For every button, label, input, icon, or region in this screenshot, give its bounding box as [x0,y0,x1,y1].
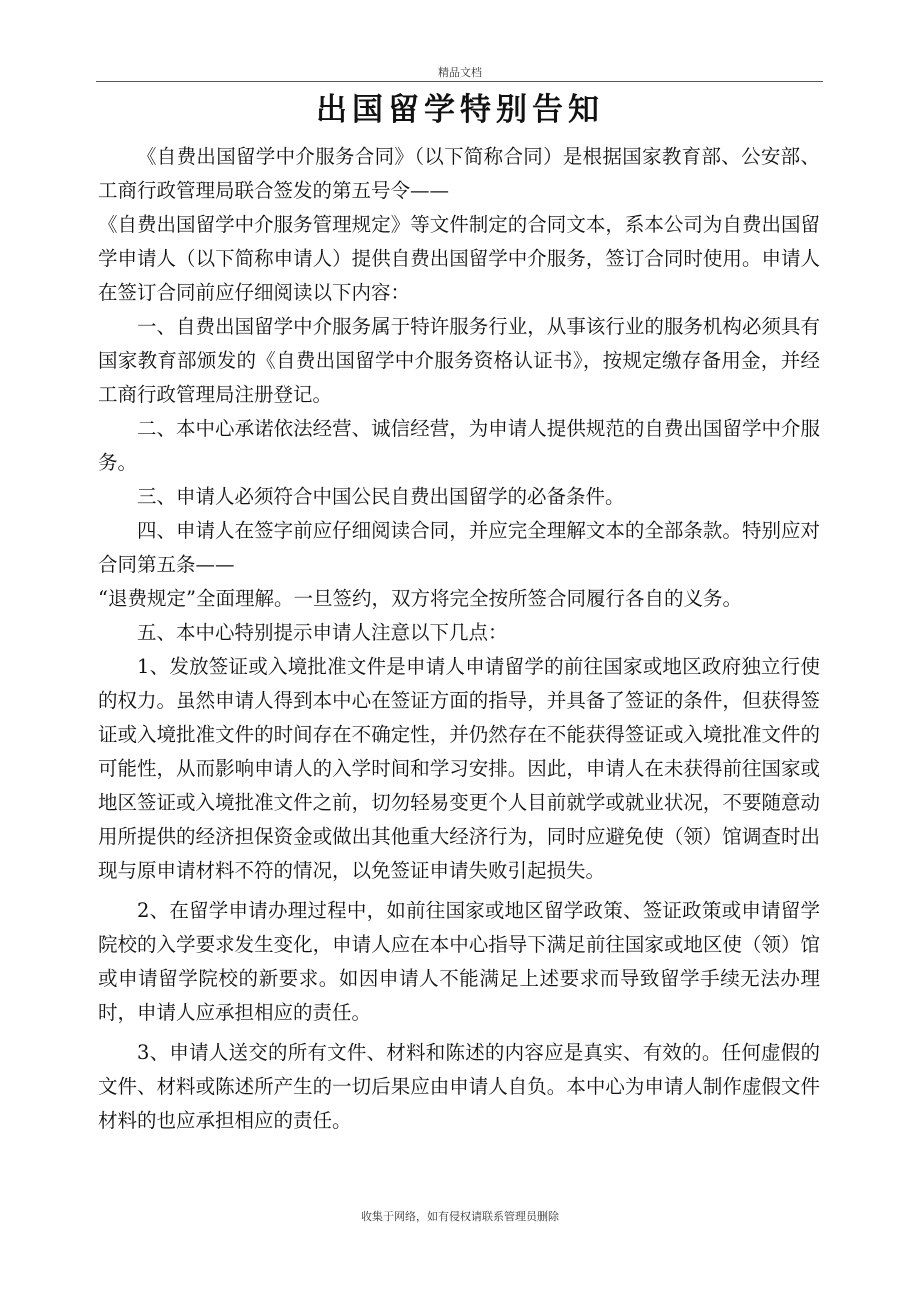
paragraph-item-4-continued: “退费规定”全面理解。一旦签约，双方将完全按所签合同履行各自的义务。 [98,587,742,610]
header-divider [96,81,823,82]
paragraph-item-3: 三、申请人必须符合中国公民自费出国留学的必备条件。 [137,485,625,508]
paragraph-item-4: 四、申请人在签字前应仔细阅读合同，并应完全理解文本的全部条款。特别应对合同第五条—— [98,519,820,576]
page-header: 精品文档 [438,66,482,79]
paragraph-note-1: 1、发放签证或入境批准文件是申请人申请留学的前往国家或地区政府独立行使的权力。虽然申请人得到本中心在签证方面的指导，并具备了签证的条件，但获得签证或入境批准文件的时间存在不确定性，并仍然存在不能获得签证或入境批准文件的可能性，从而影响申请人的入学时间和学习安排。因此，申请人在未获得前往国家或地区签证或入境批准文件之前，切勿轻易变更个人目前就学或就业状况，不要随意动用所提供的经济担保资金或做出其他重大经济行为，同时应避免使（领）馆调查时出现与原申请材料不符的情况，以免签证申请失败引起损失。 [98,655,820,882]
paragraph-note-2: 2、在留学申请办理过程中，如前往国家或地区留学政策、签证政策或申请留学院校的入学要求发生变化，申请人应在本中心指导下满足前往国家或地区使（领）馆或申请留学院校的新要求。如因申请人不能满足上述要求而导致留学手续无法办理时，申请人应承担相应的责任。 [98,899,820,1024]
paragraph-item-2: 二、本中心承诺依法经营、诚信经营，为申请人提供规范的自费出国留学中介服务。 [98,417,820,474]
paragraph-intro-continued: 《自费出国留学中介服务管理规定》等文件制定的合同文本，系本公司为自费出国留学申请人（以下简称申请人）提供自费出国留学中介服务，签订合同时使用。申请人在签订合同前应仔细阅读以下内容： [98,213,820,304]
document-title: 出国留学特别告知 [316,92,604,128]
document-body [98,140,820,1138]
paragraph-item-1: 一、自费出国留学中介服务属于特许服务行业，从事该行业的服务机构必须具有国家教育部颁发的《自费出国留学中介服务资格认证书》，按规定缴存备用金，并经工商行政管理局注册登记。 [98,315,820,406]
paragraph-note-3: 3、申请人送交的所有文件、材料和陈述的内容应是真实、有效的。任何虚假的文件、材料或陈述所产生的一切后果应由申请人自负。本中心为申请人制作虚假文件材料的也应承担相应的责任。 [98,1041,820,1132]
paragraph-intro: 《自费出国留学中介服务合同》（以下简称合同）是根据国家教育部、公安部、工商行政管理局联合签发的第五号令—— [98,145,820,202]
paragraph-item-5: 五、本中心特别提示申请人注意以下几点： [137,621,508,644]
page-footer: 收集于网络，如有侵权请联系管理员删除 [361,1210,559,1223]
